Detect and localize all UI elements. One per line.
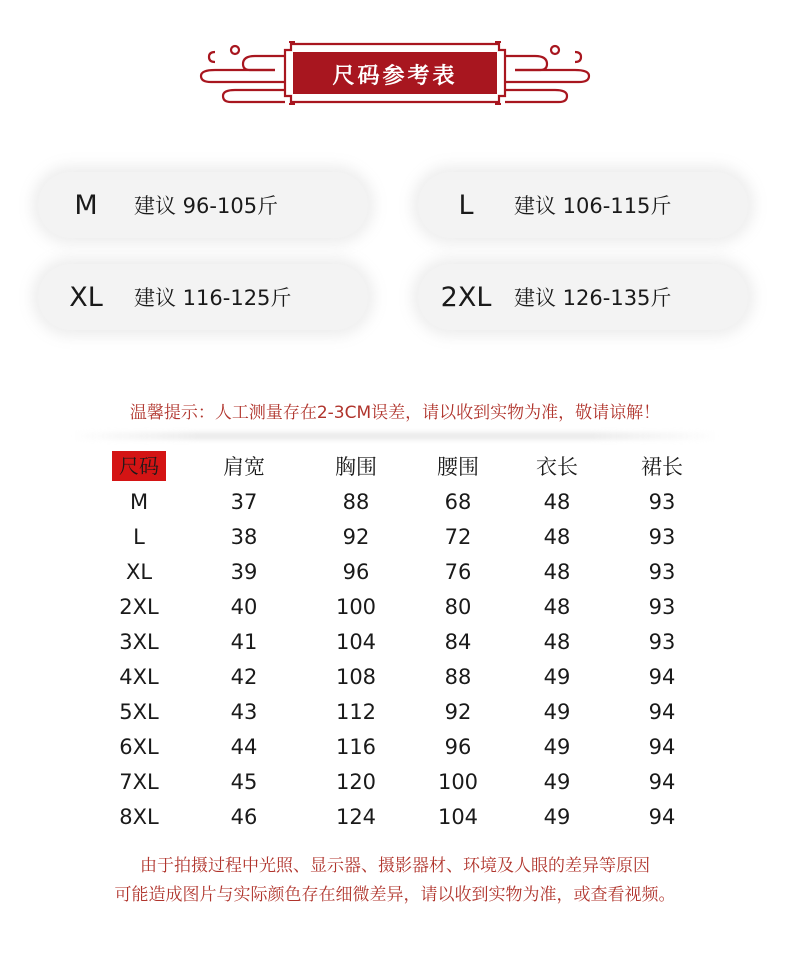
column-header-bust: 胸围 — [335, 455, 377, 479]
table-row — [80, 694, 704, 729]
table-cell: 94 — [648, 804, 676, 829]
table-cell: 88 — [342, 489, 370, 514]
table-cell: 49 — [543, 734, 571, 759]
table-cell: 76 — [444, 559, 472, 584]
measurement-tip: 温馨提示：人工测量存在2-3CM误差，请以收到实物为准，敬请谅解！ — [129, 403, 661, 423]
table-cell: 49 — [543, 699, 571, 724]
table-cell: 72 — [444, 524, 472, 549]
table-cell: XL — [125, 559, 153, 584]
column-header-dress-length: 裙长 — [641, 455, 683, 479]
table-row — [80, 764, 704, 799]
table-cell: 39 — [230, 559, 258, 584]
table-cell: 120 — [335, 769, 377, 794]
divider — [70, 432, 720, 440]
table-cell: 92 — [342, 524, 370, 549]
table-cell: 49 — [543, 769, 571, 794]
table-cell: 2XL — [119, 594, 159, 619]
size-recommendation-xl — [38, 264, 368, 330]
size-label: XL — [69, 281, 103, 313]
size-label: L — [458, 189, 474, 221]
size-chart-banner — [195, 38, 595, 108]
size-recommendation-m — [38, 172, 368, 238]
table-cell: 108 — [335, 664, 377, 689]
table-row — [80, 799, 704, 834]
table-cell: 42 — [230, 664, 258, 689]
table-row — [80, 484, 704, 519]
table-body — [80, 484, 704, 834]
size-table — [80, 448, 704, 834]
table-cell: 40 — [230, 594, 258, 619]
table-cell: 100 — [437, 769, 479, 794]
table-row — [80, 729, 704, 764]
table-cell: 92 — [444, 699, 472, 724]
table-cell: 80 — [444, 594, 472, 619]
table-cell: 6XL — [119, 734, 159, 759]
column-header-shoulder: 肩宽 — [223, 455, 265, 479]
table-cell: 116 — [335, 734, 377, 759]
table-cell: 8XL — [119, 804, 159, 829]
table-cell: 48 — [543, 559, 571, 584]
table-cell: 48 — [543, 629, 571, 654]
table-cell: 49 — [543, 804, 571, 829]
table-row — [80, 519, 704, 554]
table-cell: 96 — [342, 559, 370, 584]
table-cell: 48 — [543, 524, 571, 549]
table-cell: 4XL — [119, 664, 159, 689]
table-cell: 38 — [230, 524, 258, 549]
table-cell: 93 — [648, 594, 676, 619]
table-cell: 84 — [444, 629, 472, 654]
weight-range: 建议 116-125斤 — [134, 286, 292, 310]
color-disclaimer-line-2: 可能造成图片与实际颜色存在细微差异，请以收到实物为准，或查看视频。 — [114, 885, 676, 905]
table-cell: 93 — [648, 559, 676, 584]
color-disclaimer-line-1: 由于拍摄过程中光照、显示器、摄影器材、环境及人眼的差异等原因 — [140, 856, 650, 876]
table-cell: 49 — [543, 664, 571, 689]
table-cell: 7XL — [119, 769, 159, 794]
table-cell: 93 — [648, 524, 676, 549]
weight-range: 建议 96-105斤 — [134, 194, 279, 218]
table-cell: 94 — [648, 734, 676, 759]
table-cell: 124 — [335, 804, 377, 829]
table-cell: 3XL — [119, 629, 159, 654]
table-row — [80, 554, 704, 589]
column-header-top-length: 衣长 — [536, 455, 578, 479]
table-cell: 112 — [335, 699, 377, 724]
column-header-waist: 腰围 — [437, 455, 479, 479]
table-cell: 94 — [648, 769, 676, 794]
column-header-size: 尺码 — [80, 448, 198, 484]
table-cell: L — [133, 524, 145, 549]
size-recommendation-2xl — [418, 264, 748, 330]
table-cell: 48 — [543, 489, 571, 514]
weight-range: 建议 126-135斤 — [514, 286, 672, 310]
table-cell: M — [129, 489, 149, 514]
table-cell: 45 — [230, 769, 258, 794]
size-recommendation-l — [418, 172, 748, 238]
table-cell: 104 — [335, 629, 377, 654]
table-cell: 96 — [444, 734, 472, 759]
table-cell: 94 — [648, 664, 676, 689]
table-cell: 93 — [648, 489, 676, 514]
table-cell: 94 — [648, 699, 676, 724]
table-cell: 93 — [648, 629, 676, 654]
table-cell: 44 — [230, 734, 258, 759]
table-cell: 48 — [543, 594, 571, 619]
table-header-row — [80, 448, 704, 484]
table-row — [80, 624, 704, 659]
table-cell: 43 — [230, 699, 258, 724]
table-row — [80, 659, 704, 694]
table-cell: 46 — [230, 804, 258, 829]
weight-range: 建议 106-115斤 — [514, 194, 672, 218]
table-row — [80, 589, 704, 624]
table-cell: 100 — [335, 594, 377, 619]
table-cell: 104 — [437, 804, 479, 829]
table-cell: 41 — [230, 629, 258, 654]
size-label: 2XL — [440, 281, 492, 313]
table-cell: 68 — [444, 489, 472, 514]
size-label: M — [74, 189, 98, 221]
table-cell: 5XL — [119, 699, 159, 724]
table-cell: 37 — [230, 489, 258, 514]
page-title: 尺码参考表 — [332, 63, 458, 89]
table-cell: 88 — [444, 664, 472, 689]
